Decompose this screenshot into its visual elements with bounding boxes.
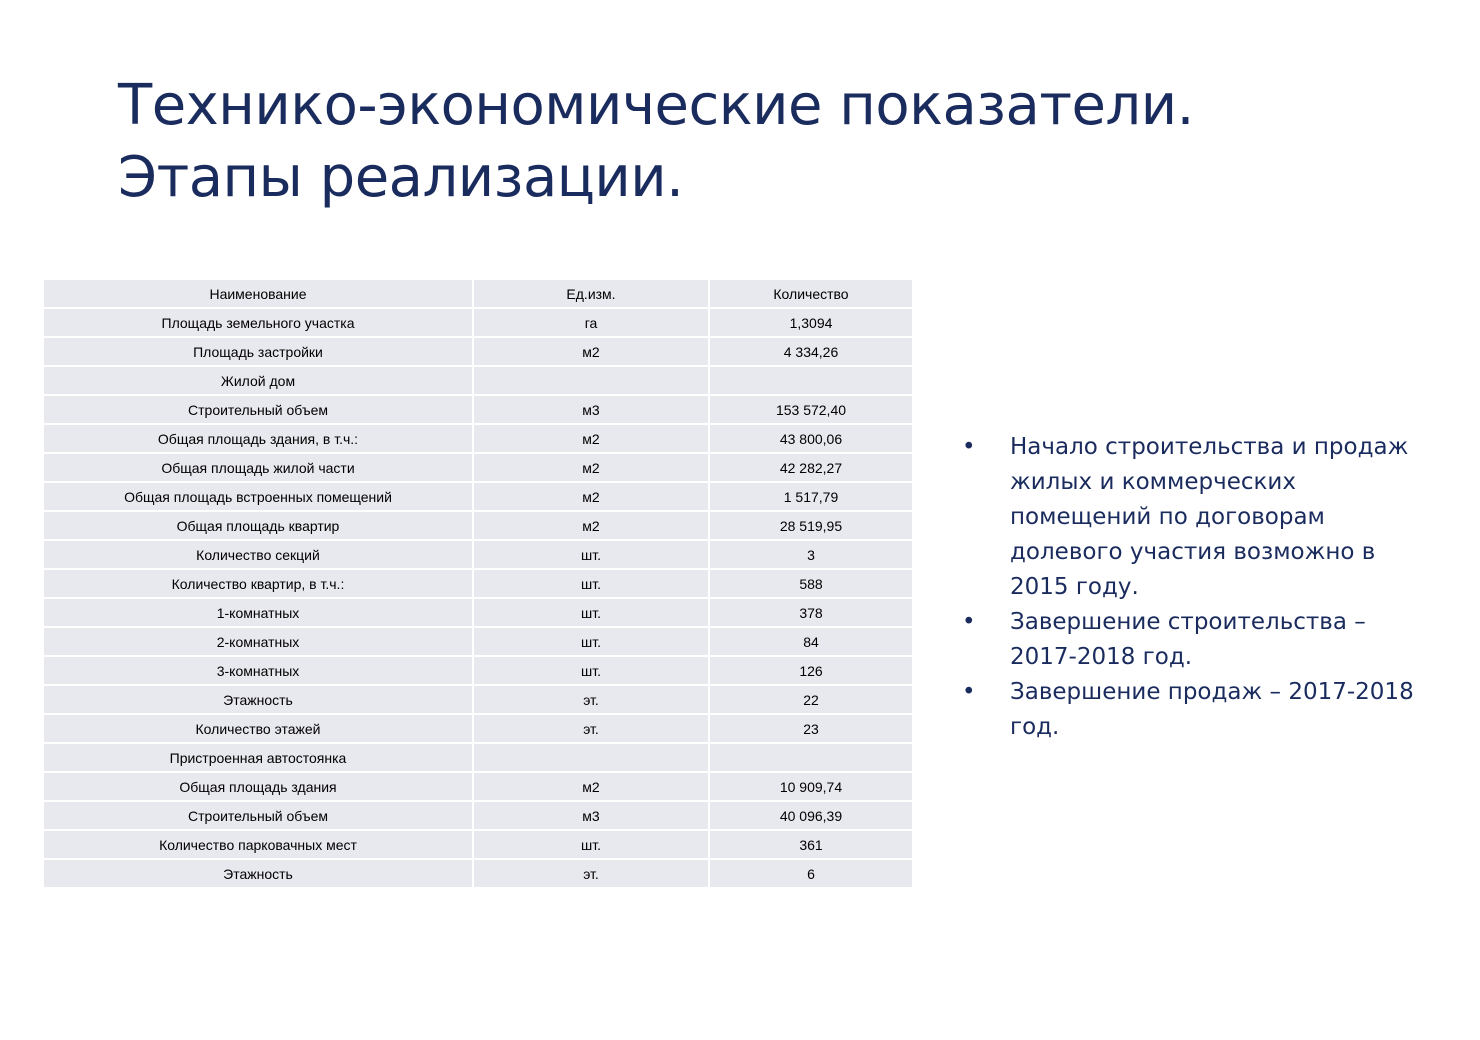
- table-row: [43, 511, 913, 540]
- bullet-dot-icon: •: [962, 679, 976, 705]
- table-header-row: [43, 279, 913, 308]
- cell-name: Строительный объем: [43, 395, 473, 424]
- table-row: [43, 395, 913, 424]
- table-row: [43, 685, 913, 714]
- cell-unit: м3: [473, 801, 709, 830]
- cell-name: Площадь застройки: [43, 337, 473, 366]
- cell-unit: эт.: [473, 859, 709, 888]
- indicators-table: [42, 278, 914, 889]
- table-row: [43, 540, 913, 569]
- cell-unit: шт.: [473, 830, 709, 859]
- cell-quantity: 126: [709, 656, 913, 685]
- cell-unit: [473, 743, 709, 772]
- cell-quantity: 1 517,79: [709, 482, 913, 511]
- cell-unit: м2: [473, 772, 709, 801]
- cell-unit: шт.: [473, 598, 709, 627]
- cell-unit: м2: [473, 511, 709, 540]
- cell-quantity: 22: [709, 685, 913, 714]
- title-line-1: Технико-экономические показатели.: [118, 73, 1194, 138]
- table-row: [43, 656, 913, 685]
- cell-unit: шт.: [473, 569, 709, 598]
- cell-name: Общая площадь квартир: [43, 511, 473, 540]
- table-row: [43, 569, 913, 598]
- cell-quantity: 28 519,95: [709, 511, 913, 540]
- bullet-dot-icon: •: [962, 609, 976, 635]
- cell-name: Количество этажей: [43, 714, 473, 743]
- header-unit: Ед.изм.: [473, 279, 709, 308]
- cell-unit: га: [473, 308, 709, 337]
- cell-quantity: 3: [709, 540, 913, 569]
- cell-name: Количество парковачных мест: [43, 830, 473, 859]
- cell-unit: шт.: [473, 656, 709, 685]
- table-row: [43, 453, 913, 482]
- cell-quantity: [709, 743, 913, 772]
- table-row: [43, 337, 913, 366]
- cell-quantity: 23: [709, 714, 913, 743]
- cell-unit: эт.: [473, 714, 709, 743]
- cell-name: Количество секций: [43, 540, 473, 569]
- cell-name: Строительный объем: [43, 801, 473, 830]
- cell-quantity: 588: [709, 569, 913, 598]
- cell-quantity: 153 572,40: [709, 395, 913, 424]
- cell-unit: [473, 366, 709, 395]
- bullet-text: Завершение строительства – 2017-2018 год.: [1010, 609, 1366, 670]
- bullet-item: [962, 605, 1432, 675]
- table-body: [43, 308, 913, 888]
- cell-unit: м2: [473, 424, 709, 453]
- cell-name: Площадь земельного участка: [43, 308, 473, 337]
- cell-unit: эт.: [473, 685, 709, 714]
- table-row: [43, 627, 913, 656]
- cell-quantity: 378: [709, 598, 913, 627]
- cell-name: 2-комнатных: [43, 627, 473, 656]
- table-row: [43, 743, 913, 772]
- cell-name: 1-комнатных: [43, 598, 473, 627]
- cell-name: Общая площадь здания: [43, 772, 473, 801]
- cell-quantity: 10 909,74: [709, 772, 913, 801]
- cell-unit: м2: [473, 482, 709, 511]
- table-row: [43, 714, 913, 743]
- cell-quantity: 43 800,06: [709, 424, 913, 453]
- table-row: [43, 308, 913, 337]
- header-quantity: Количество: [709, 279, 913, 308]
- page-title: [118, 70, 1194, 214]
- cell-unit: м2: [473, 337, 709, 366]
- table-row: [43, 366, 913, 395]
- cell-quantity: [709, 366, 913, 395]
- cell-name: Этажность: [43, 685, 473, 714]
- table-row: [43, 424, 913, 453]
- table-row: [43, 801, 913, 830]
- header-name: Наименование: [43, 279, 473, 308]
- cell-name: 3-комнатных: [43, 656, 473, 685]
- cell-quantity: 1,3094: [709, 308, 913, 337]
- cell-quantity: 40 096,39: [709, 801, 913, 830]
- cell-name: Общая площадь встроенных помещений: [43, 482, 473, 511]
- cell-name: Общая площадь жилой части: [43, 453, 473, 482]
- cell-quantity: 6: [709, 859, 913, 888]
- bullet-item: [962, 430, 1432, 605]
- cell-quantity: 361: [709, 830, 913, 859]
- title-line-2: Этапы реализации.: [118, 145, 684, 210]
- table-row: [43, 859, 913, 888]
- cell-unit: шт.: [473, 540, 709, 569]
- bullet-list: [962, 430, 1432, 745]
- cell-name: Жилой дом: [43, 366, 473, 395]
- table-row: [43, 772, 913, 801]
- cell-name: Пристроенная автостоянка: [43, 743, 473, 772]
- cell-quantity: 84: [709, 627, 913, 656]
- bullet-item: [962, 675, 1432, 745]
- table-row: [43, 598, 913, 627]
- table-row: [43, 830, 913, 859]
- bullet-text: Завершение продаж – 2017-2018 год.: [1010, 679, 1414, 740]
- cell-quantity: 42 282,27: [709, 453, 913, 482]
- table-row: [43, 482, 913, 511]
- cell-unit: м3: [473, 395, 709, 424]
- cell-name: Количество квартир, в т.ч.:: [43, 569, 473, 598]
- cell-unit: м2: [473, 453, 709, 482]
- bullet-dot-icon: •: [962, 434, 976, 460]
- cell-name: Общая площадь здания, в т.ч.:: [43, 424, 473, 453]
- cell-unit: шт.: [473, 627, 709, 656]
- bullet-text: Начало строительства и продаж жилых и коммерческих помещений по договорам долевого участия возможно в 2015 году.: [1010, 434, 1409, 600]
- cell-name: Этажность: [43, 859, 473, 888]
- cell-quantity: 4 334,26: [709, 337, 913, 366]
